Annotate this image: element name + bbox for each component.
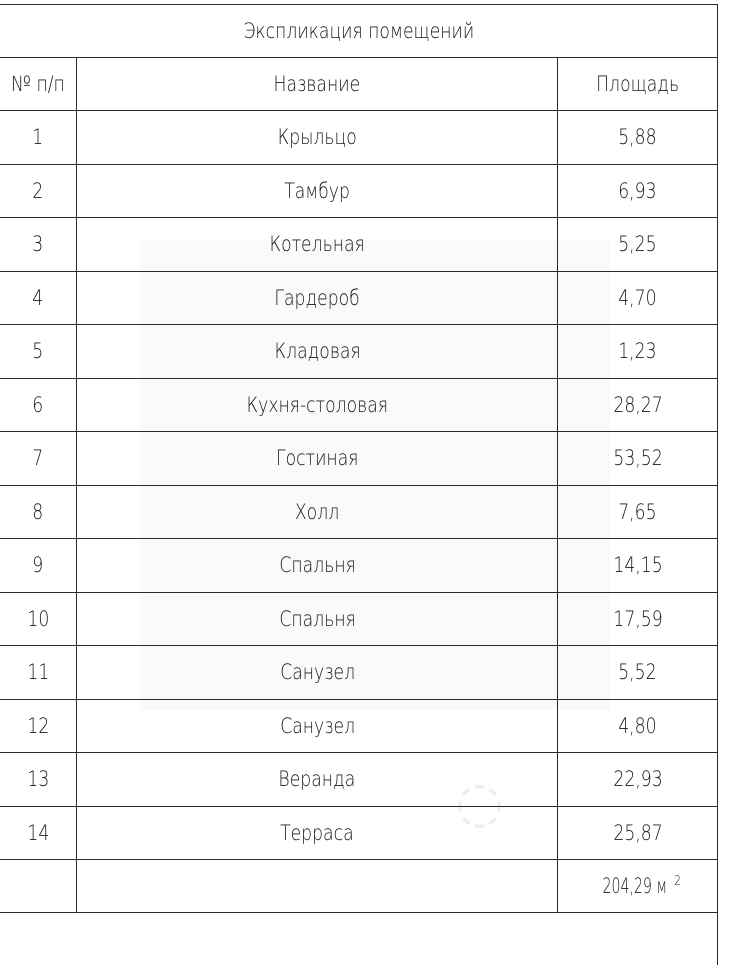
row-area: 17,59 xyxy=(558,592,718,646)
row-area: 5,25 xyxy=(558,218,718,272)
row-number: 11 xyxy=(0,646,77,700)
header-area: Площадь xyxy=(558,58,718,111)
row-area: 5,88 xyxy=(558,111,718,165)
row-number: 2 xyxy=(0,164,77,218)
table-row xyxy=(0,325,718,379)
header-name: Название xyxy=(77,58,558,111)
row-name: Холл xyxy=(77,485,558,539)
row-number: 12 xyxy=(0,699,77,753)
table-row xyxy=(0,271,718,325)
row-number: 14 xyxy=(0,806,77,860)
row-name: Санузел xyxy=(77,699,558,753)
row-number: 3 xyxy=(0,218,77,272)
row-area: 7,65 xyxy=(558,485,718,539)
row-area: 6,93 xyxy=(558,164,718,218)
empty-cell xyxy=(0,913,718,965)
row-name: Тамбур xyxy=(77,164,558,218)
row-number: 7 xyxy=(0,432,77,486)
row-number: 6 xyxy=(0,378,77,432)
row-area: 5,52 xyxy=(558,646,718,700)
table-row xyxy=(0,699,718,753)
table-row xyxy=(0,753,718,807)
row-name: Терраса xyxy=(77,806,558,860)
total-area-unit-power: 2 xyxy=(674,874,681,889)
row-number: 9 xyxy=(0,539,77,593)
total-number-cell xyxy=(0,860,77,913)
table-title-row xyxy=(0,5,718,58)
row-area: 4,70 xyxy=(558,271,718,325)
table-empty-row xyxy=(0,913,718,965)
table-row xyxy=(0,432,718,486)
table-row xyxy=(0,806,718,860)
table-row xyxy=(0,218,718,272)
table-row xyxy=(0,592,718,646)
watermark-logo: ◌ xyxy=(455,770,655,860)
table-row xyxy=(0,164,718,218)
row-area: 14,15 xyxy=(558,539,718,593)
total-name-cell xyxy=(77,860,558,913)
row-name: Спальня xyxy=(77,592,558,646)
row-number: 5 xyxy=(0,325,77,379)
row-name: Веранда xyxy=(77,753,558,807)
row-area: 22,93 xyxy=(558,753,718,807)
table-title: Экспликация помещений xyxy=(0,5,718,58)
row-area: 1,23 xyxy=(558,325,718,379)
row-name: Спальня xyxy=(77,539,558,593)
header-number: № п/п xyxy=(0,58,77,111)
table-row xyxy=(0,111,718,165)
table-row xyxy=(0,378,718,432)
row-name: Крыльцо xyxy=(77,111,558,165)
row-area: 4,80 xyxy=(558,699,718,753)
row-number: 8 xyxy=(0,485,77,539)
total-area-value: 204,29 м xyxy=(602,874,667,898)
row-name: Гардероб xyxy=(77,271,558,325)
row-name: Санузел xyxy=(77,646,558,700)
row-name: Кладовая xyxy=(77,325,558,379)
table-total-row xyxy=(0,860,718,913)
row-number: 10 xyxy=(0,592,77,646)
table-row xyxy=(0,646,718,700)
table-row xyxy=(0,485,718,539)
row-area: 53,52 xyxy=(558,432,718,486)
row-area: 25,87 xyxy=(558,806,718,860)
row-number: 4 xyxy=(0,271,77,325)
row-number: 1 xyxy=(0,111,77,165)
row-area: 28,27 xyxy=(558,378,718,432)
total-area xyxy=(558,860,718,913)
row-number: 13 xyxy=(0,753,77,807)
row-name: Кухня-столовая xyxy=(77,378,558,432)
row-name: Котельная xyxy=(77,218,558,272)
table-header-row xyxy=(0,58,718,111)
table-row xyxy=(0,539,718,593)
row-name: Гостиная xyxy=(77,432,558,486)
room-explication-table xyxy=(0,4,718,965)
